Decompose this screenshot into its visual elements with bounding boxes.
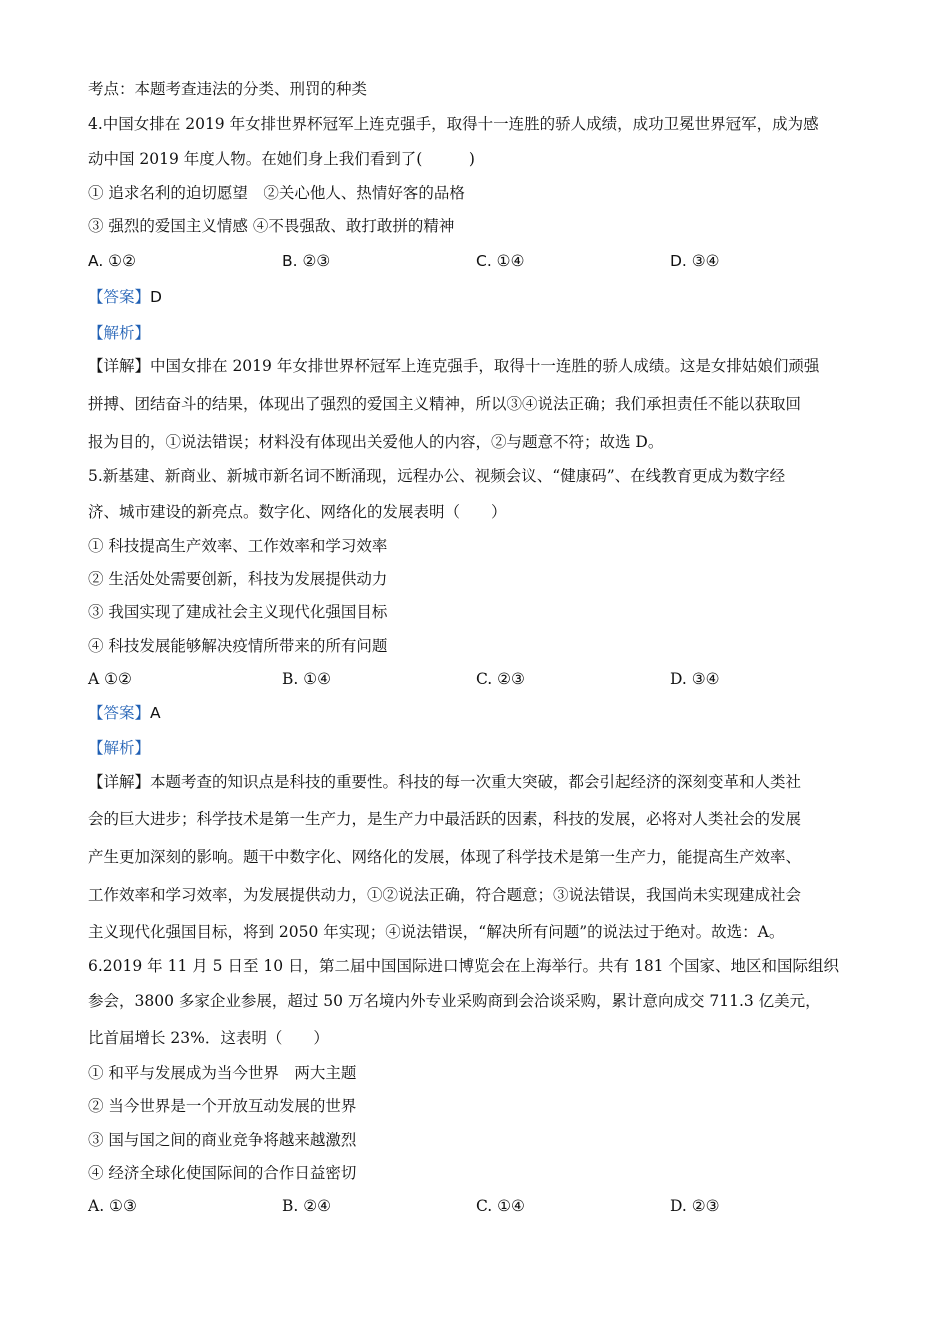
q6-options [88,1195,878,1217]
q4-detail-tag: 【详解】 [88,357,151,375]
q6-stem-line-2: 参会，3800 多家企业参展，超过 50 万名境内外专业采购商到会洽谈采购，累计意向成交 711.3 亿美元， [88,992,821,1010]
q4-stem-line-1: 4.中国女排在 2019 年女排世界杯冠军上连克强手，取得十一连胜的骄人成绩，成功卫冕世界冠军，成为感 [88,115,819,133]
q6-option-c: C. ①④ [476,1197,525,1215]
q5-option-b: B. ①④ [282,670,332,688]
q4-options [88,250,878,272]
q4-detail-text-1: 中国女排在 2019 年女排世界杯冠军上连克强手，取得十一连胜的骄人成绩。这是女排姑娘们顽强 [150,357,820,375]
q5-item-4: ④ 科技发展能够解决疫情所带来的所有问题 [88,637,388,655]
q4-detail-line-3: 报为目的，①说法错误；材料没有体现出关爱他人的内容，②与题意不符；故选 D。 [88,433,664,451]
q5-detail-text-1: 本题考查的知识点是科技的重要性。科技的每一次重大突破，都会引起经济的深刻变革和人类社 [150,773,802,791]
q5-stem-line-2: 济、城市建设的新亮点。数字化、网络化的发展表明（ ） [88,503,507,521]
q6-option-b: B. ②④ [282,1197,332,1215]
q4-item-2: ③ 强烈的爱国主义情感 ④不畏强敌、敢打敢拼的精神 [88,217,455,235]
q5-option-a: A ①② [88,670,132,688]
q4-answer-tag: 【答案】 [88,288,151,306]
q5-item-1: ① 科技提高生产效率、工作效率和学习效率 [88,537,388,555]
q5-detail-line-4: 工作效率和学习效率，为发展提供动力，①②说法正确，符合题意；③说法错误，我国尚未实现建成社会 [88,886,802,904]
q5-answer-tag: 【答案】 [88,704,151,722]
q4-option-c: C. ①④ [476,252,525,270]
q4-detail-line-2: 拼搏、团结奋斗的结果，体现出了强烈的爱国主义精神，所以③④说法正确；我们承担责任不能以获取回 [88,395,802,413]
q5-answer-value: A [150,704,161,722]
q6-item-4: ④ 经济全球化使国际间的合作日益密切 [88,1164,357,1182]
q4-analysis-tag: 【解析】 [88,324,151,342]
q4-option-d: D. ③④ [670,252,720,270]
q4-detail-line-1 [88,355,819,377]
q6-stem-line-1: 6.2019 年 11 月 5 日至 10 日，第二届中国国际进口博览会在上海举行。共有 181 个国家、地区和国际组织 [88,957,839,975]
q5-option-c: C. ②③ [476,670,525,688]
q4-option-a: A. ①② [88,252,136,270]
q5-answer-line [88,702,161,724]
q6-item-2: ② 当今世界是一个开放互动发展的世界 [88,1097,357,1115]
q6-item-1: ① 和平与发展成为当今世界 两大主题 [88,1064,357,1082]
q6-option-a: A. ①③ [88,1197,137,1215]
q4-option-b: B. ②③ [282,252,331,270]
kaodian-line: 考点：本题考查违法的分类、刑罚的种类 [88,80,368,98]
q4-item-1: ① 追求名利的迫切愿望 ②关心他人、热情好客的品格 [88,184,465,202]
q5-options [88,668,878,690]
q4-stem-line-2: 动中国 2019 年度人物。在她们身上我们看到了( ) [88,150,475,168]
q5-stem-line-1: 5.新基建、新商业、新城市新名词不断涌现，远程办公、视频会议、“健康码”、在线教育更成为数字经 [88,467,786,485]
q5-detail-line-3: 产生更加深刻的影响。题干中数字化、网络化的发展，体现了科学技术是第一生产力，能提高生产效率、 [88,848,802,866]
q5-detail-line-1 [88,771,801,793]
q5-analysis-tag: 【解析】 [88,739,151,757]
q4-answer-line [88,286,162,308]
q5-option-d: D. ③④ [670,670,720,688]
q5-item-2: ② 生活处处需要创新，科技为发展提供动力 [88,570,388,588]
q5-detail-line-5: 主义现代化强国目标，将到 2050 年实现；④说法错误，“解决所有问题”的说法过于绝对。故选：A。 [88,923,785,941]
q6-option-d: D. ②③ [670,1197,720,1215]
q4-answer-value: D [150,288,162,306]
q5-detail-tag: 【详解】 [88,773,151,791]
q5-detail-line-2: 会的巨大进步；科学技术是第一生产力，是生产力中最活跃的因素，科技的发展，必将对人类社会的发展 [88,810,802,828]
q6-stem-line-3: 比首届增长 23%．这表明（ ） [88,1029,329,1047]
q6-item-3: ③ 国与国之间的商业竞争将越来越激烈 [88,1131,357,1149]
q5-item-3: ③ 我国实现了建成社会主义现代化强国目标 [88,603,388,621]
